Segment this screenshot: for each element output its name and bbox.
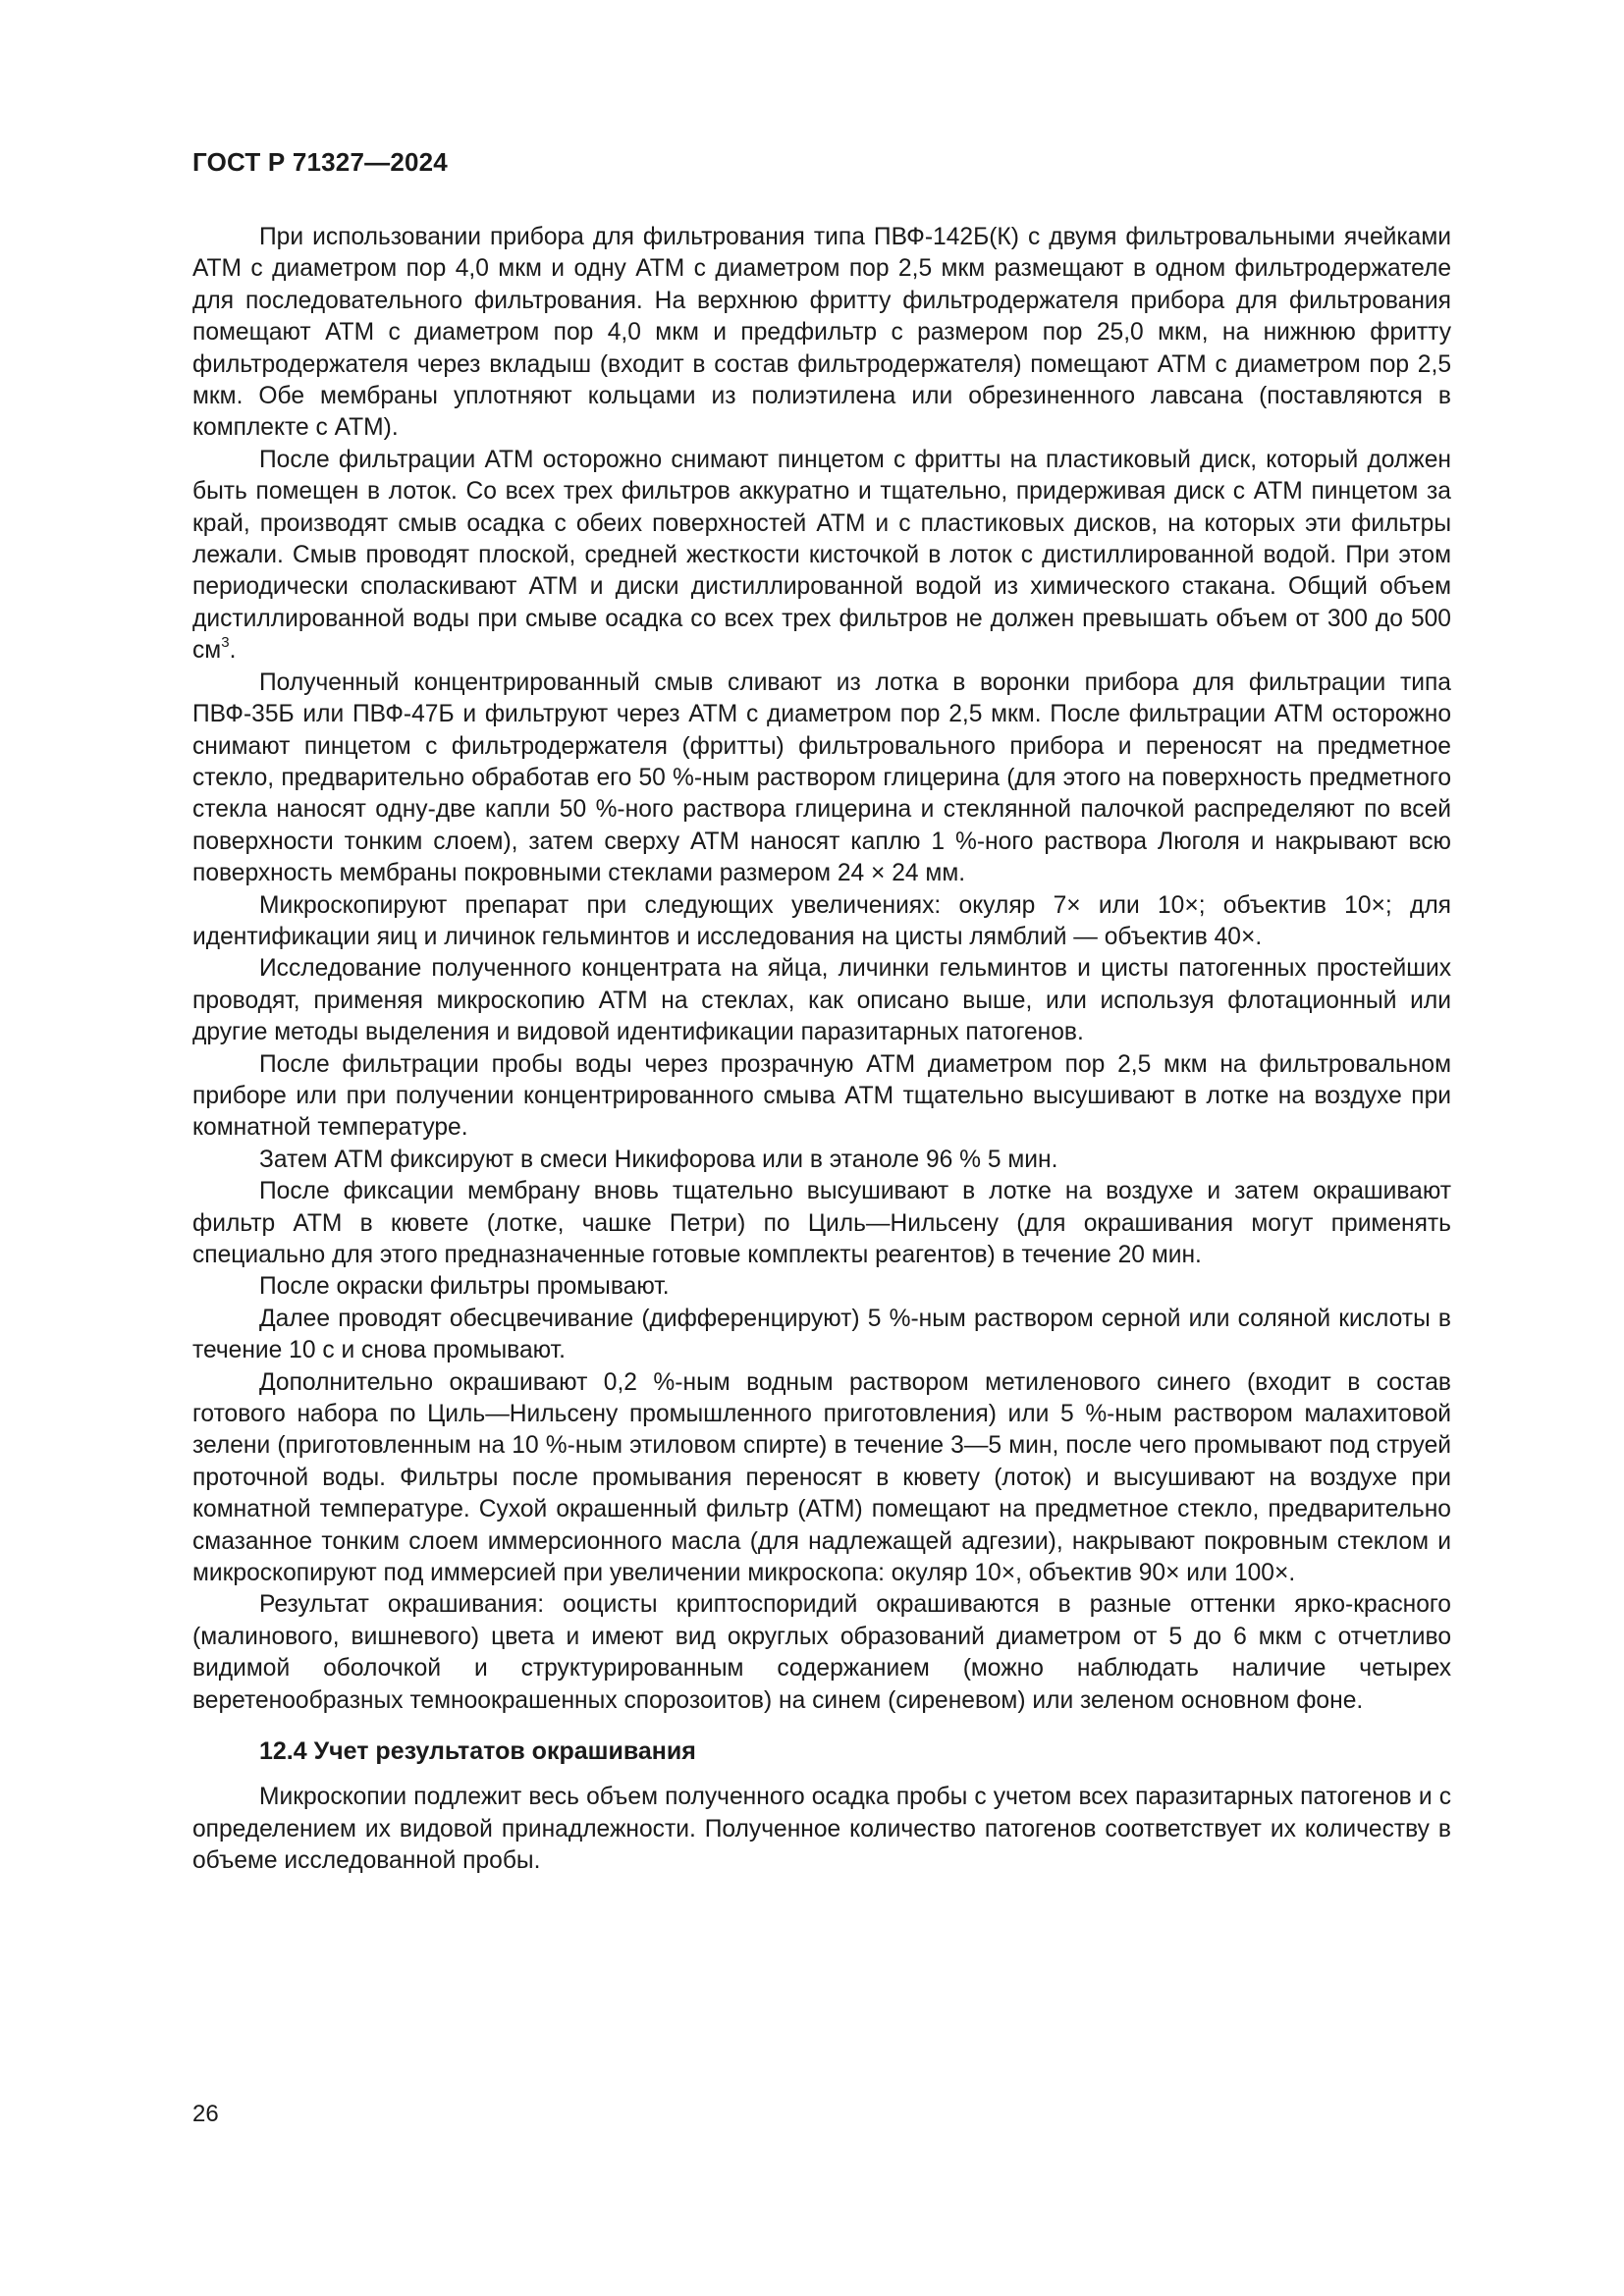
paragraph: При использовании прибора для фильтрования типа ПВФ-142Б(К) с двумя фильтровальными ячейками АТМ с диаметром пор 4,0 мкм и одну АТМ с диаметром пор 2,5 мкм размещают в одном фильтродержателе для последовательного фильтрования. На верхнюю фритту фильтродержателя прибора для фильтрования помещают АТМ с диаметром пор 4,0 мкм и предфильтр с размером пор 25,0 мкм, на нижнюю фритту фильтродержателя через вкладыш (входит в состав фильтродержателя) помещают АТМ с диаметром пор 2,5 мкм. Обе мембраны уплотняют кольцами из полиэтилена или обрезиненного лавсана (поставляются в комплекте с АТМ). (192, 224, 1451, 442)
paragraph: Результат окрашивания: ооцисты криптоспоридий окрашиваются в разные оттенки ярко-красного (малинового, вишневого) цвета и имеют вид округлых образований диаметром от 5 до 6 мкм с отчетливо видимой оболочкой и структурированным содержанием (можно наблюдать наличие четырех веретенообразных темноокрашенных спорозоитов) на синем (сиреневом) или зеленом основном фоне. (192, 1591, 1451, 1714)
section-heading: 12.4 Учет результатов окрашивания (259, 1737, 696, 1766)
paragraph: После окраски фильтры промывают. (259, 1273, 670, 1301)
superscript: 3 (221, 634, 230, 652)
document-body (192, 222, 1451, 1877)
paragraph: После фильтрации пробы воды через прозрачную АТМ диаметром пор 2,5 мкм на фильтровальном приборе или при получении концентрированного смыва АТМ тщательно высушивают в лотке на воздухе при комнатной температуре. (192, 1050, 1451, 1142)
paragraph: Дополнительно окрашивают 0,2 %-ным водным раствором метиленового синего (входит в состав готового набора по Циль—Нильсену промышленного приготовления) или 5 %-ным раствором малахитовой зелени (приготовленным на 10 %-ным этиловом спирте) в течение 3—5 мин, после чего промывают под струей проточной воды. Фильтры после промывания переносят в кювету (лоток) и высушивают на воздухе при комнатной температуре. Сухой окрашенный фильтр (АТМ) помещают на предметное стекло, предварительно смазанное тонким слоем иммерсионного масла (для надлежащей адгезии), накрывают покровным стеклом и микроскопируют под иммерсией при увеличении микроскопа: окуляр 10×, объектив 90× или 100×. (192, 1368, 1451, 1587)
paragraph: Полученный концентрированный смыв сливают из лотка в воронки прибора для фильтрации типа ПВФ-35Б или ПВФ-47Б и фильтруют через АТМ с диаметром пор 2,5 мкм. После фильтрации АТМ осторожно снимают пинцетом с фильтродержателя (фритты) фильтровального прибора и переносят на предметное стекло, предварительно обработав его 50 %-ным раствором глицерина (для этого на поверхность предметного стекла наносят одну-две капли 50 %-ного раствора глицерина и стеклянной палочкой распределяют по всей поверхности тонким слоем), затем сверху АТМ наносят каплю 1 %-ного раствора Люголя и накрывают всю поверхность мембраны покровными стеклами размером 24 × 24 мм. (192, 668, 1451, 887)
paragraph: Микроскопируют препарат при следующих увеличениях: окуляр 7× или 10×; объектив 10×; для идентификации яиц и личинок гельминтов и исследования на цисты лямблий — объектив 40×. (192, 891, 1451, 950)
paragraph: Исследование полученного концентрата на яйца, личинки гельминтов и цисты патогенных простейших проводят, применяя микроскопию АТМ на стеклах, как описано выше, или используя флотационный или другие методы выделения и видовой идентификации паразитарных патогенов. (192, 955, 1451, 1046)
paragraph: После фиксации мембрану вновь тщательно высушивают в лотке на воздухе и затем окрашивают фильтр АТМ в кювете (лотке, чашке Петри) по Циль—Нильсену (для окрашивания могут применять специально для этого предназначенные готовые комплекты реагентов) в течение 20 мин. (192, 1178, 1451, 1268)
document-header: ГОСТ Р 71327—2024 (192, 147, 448, 177)
paragraph: Затем АТМ фиксируют в смеси Никифорова или в этаноле 96 % 5 мин. (259, 1146, 1058, 1173)
page-number: 26 (192, 2101, 219, 2127)
paragraph-end: . (229, 637, 237, 665)
paragraph (192, 445, 1451, 667)
section-paragraph: Микроскопии подлежит весь объем полученного осадка пробы с учетом всех паразитарных патогенов и с определением их видовой принадлежности. Полученное количество патогенов соответствует их количеству в объеме исследованной пробы. (192, 1784, 1451, 1874)
paragraph-text: После фильтрации АТМ осторожно снимают пинцетом с фритты на пластиковый диск, который должен быть помещен в лоток. Со всех трех фильтров аккуратно и тщательно, придерживая диск с АТМ пинцетом за край, производят смыв осадка с обеих поверхностей АТМ и с пластиковых дисков, на которых эти фильтры лежали. Смыв проводят плоской, средней жесткости кисточкой в лоток с дистиллированной водой. При этом периодически споласкивают АТМ и диски дистиллированной водой из химического стакана. Общий объем дистиллированной воды при смыве осадка со всех трех фильтров не должен превышать объем от 300 до 500 см (192, 446, 1451, 665)
paragraph: Далее проводят обесцвечивание (дифференцируют) 5 %-ным раствором серной или соляной кислоты в течение 10 с и снова промывают. (192, 1305, 1451, 1364)
